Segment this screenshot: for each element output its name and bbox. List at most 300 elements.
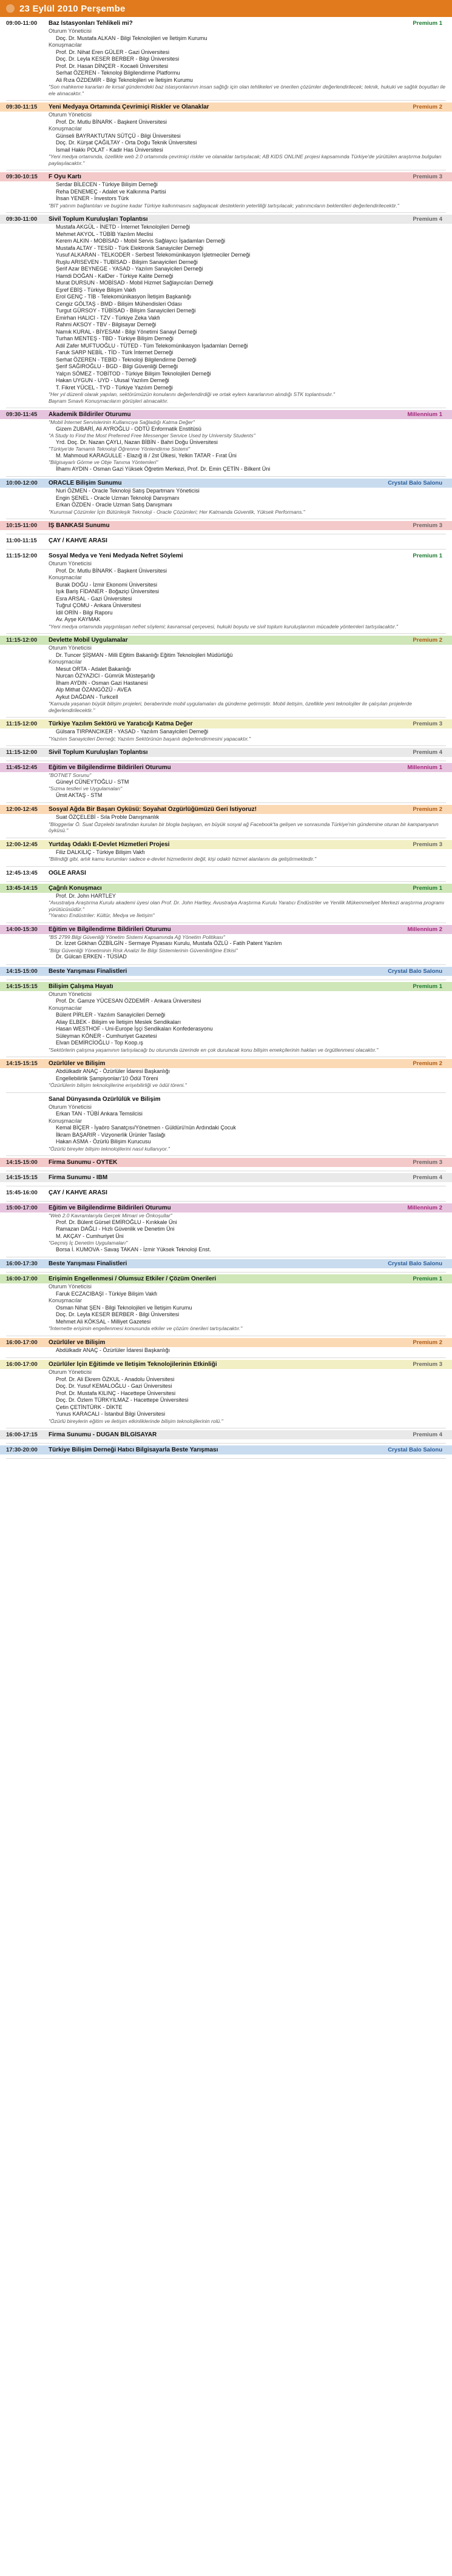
session-room: Premium 4: [413, 749, 442, 756]
session-block: [6, 761, 446, 803]
session-description: "Bilindiği gibi, artık kamu kurumları sadece e-devlet hizmetlerini değil, kişi odaklı hizmet alanlarını da geliştirmektedir.": [49, 856, 317, 862]
session-block: [6, 1093, 446, 1157]
session-header: [0, 967, 452, 976]
speaker-line: Yunus KARACALI - İstanbul Bilgi Üniversitesi: [56, 1411, 166, 1417]
session-body: [6, 645, 446, 713]
session-header: [0, 1095, 452, 1104]
session-block: [6, 1257, 446, 1273]
session-body: [6, 1068, 446, 1089]
speaker-line: Murat DURSUN - MOBİSAD - Mobil Hizmet Sağlayıcıları Derneği: [56, 280, 214, 286]
session-time: 16:00-17:00: [6, 1339, 38, 1346]
speaker-line: Prof. Dr. Mutlu BİNARK - Başkent Üniversitesi: [56, 118, 167, 125]
role-label: Konuşmacılar: [49, 1117, 83, 1124]
session-body: [6, 728, 446, 742]
session-room: Millennium 1: [407, 764, 442, 771]
session-title: Sosyal Medya ve Yeni Medyada Nefret Söylemi: [49, 553, 183, 559]
session-description: "Yazılım Sanayicileri Derneği; Yazılım Sektörünün başarılı değerlendirmesini yapacaktır.": [49, 735, 251, 742]
session-description: "BOTNET Sorunu": [49, 772, 92, 778]
session-block: [6, 1444, 446, 1459]
speaker-line: Faruk SARP NEBİL - TİD - Türk İnternet Derneği: [56, 349, 174, 355]
speaker-line: Nuri ÖZMEN - Oracle Teknoloji Satış Departmanı Yöneticisi: [56, 488, 200, 494]
session-list: [0, 17, 452, 1459]
session-description: "Bilgi Güvenliği Yönetiminin Risk Analizi İle Bilgi Sistemlerinin Güvenilirliğine Etkisi": [49, 947, 238, 953]
session-header: [0, 1188, 452, 1197]
session-description: "Avustralya Araştırma Kurulu akademi üyesi olan Prof. Dr. John Hartley, Avustralya Araştırma Kurulu Yaratıcı Endüstriler ve Yenilik Mükemmeliyet Merkezi araştırma programı yürütücüsüdür.": [49, 900, 445, 912]
session-block: [6, 923, 446, 965]
session-header: [0, 1430, 452, 1439]
session-time: 15:45-16:00: [6, 1189, 38, 1196]
session-room: Premium 1: [413, 553, 442, 559]
speaker-line: Namık KURAL - BİYESAM - Bilgi Yönetimi Sanayi Derneği: [56, 328, 197, 335]
session-title: İŞ BANKASI Sunumu: [49, 522, 110, 529]
speaker-line: Rahmi AKSOY - TBV - Bilgisayar Derneği: [56, 321, 157, 328]
session-title: Baz İstasyonları Tehlikeli mi?: [49, 20, 133, 27]
session-block: [6, 718, 446, 746]
role-label: Konuşmacılar: [49, 1004, 83, 1011]
session-block: [6, 213, 446, 408]
session-description: "Yeni medya ortamında, özellikle web 2.0 ortamında çevrimiçi riskler ve olanaklar tartışılacak; AB KIDS ONLINE projesi kapsamında Türkiye'de yürütülen araştırma bulguları paylaşılacaktır.": [49, 153, 442, 166]
session-block: [6, 634, 446, 718]
speaker-line: Gülsara TIRPANCIKER - YASAD - Yazılım Sanayicileri Derneği: [56, 728, 209, 735]
session-body: [6, 1347, 446, 1354]
role-label: Oturum Yöneticisi: [49, 28, 92, 34]
speaker-line: Dr. Tuncer ŞİŞMAN - Milli Eğitim Bakanlığı Eğitim Teknolojileri Müdürlüğü: [56, 651, 233, 658]
speaker-line: Mustafa ALTAY - TESİD - Türk Elektronik Sanayiciler Derneği: [56, 244, 204, 251]
session-description: "Özürlülerin bilişim teknolojilerine erişebilirliği ve ödül töreni.": [49, 1082, 187, 1088]
session-header: [0, 1259, 452, 1268]
session-title: Özürlüler ve Bilişim: [49, 1339, 106, 1346]
speaker-line: Adil Zafer MUFTUOĞLU - TÜTED - Tüm Telekomünikasyon İşadamları Derneği: [56, 342, 248, 349]
speaker-line: Alp Mithat ÖZANGÖZÜ - AVEA: [56, 687, 132, 693]
session-room: Millennium 2: [407, 1205, 442, 1211]
speaker-line: Mesut ORTA - Adalet Bakanlığı: [56, 665, 131, 672]
speaker-line: Prof. Dr. Hasan DİNÇER - Kocaeli Üniversitesi: [56, 62, 169, 69]
session-room: Crystal Balo Salonu: [388, 1260, 442, 1267]
session-time: 09:30-11:45: [6, 411, 38, 418]
session-room: Premium 2: [413, 1339, 442, 1346]
session-body: [6, 1369, 446, 1424]
speaker-line: Mehmet Ali KÖKSAL - Milliyet Gazetesi: [56, 1318, 151, 1325]
speaker-line: Prof. Dr. Gamze YÜCESAN ÖZDEMİR - Ankara Üniversitesi: [56, 998, 201, 1004]
session-description: "BS 2799 Bilgi Güvenliği Yönetim Sistemi Kapsamında Ağ Yönetim Politikası": [49, 933, 225, 940]
session-room: Millennium 1: [407, 411, 442, 418]
speaker-line: Tuğrul ÇOMU - Ankara Üniversitesi: [56, 602, 141, 608]
role-label: Oturum Yöneticisi: [49, 990, 92, 997]
session-title: Sivil Toplum Kuruluşları Toplantısı: [49, 216, 148, 223]
session-title: Türkiye Bilişim Derneği Hatıcı Bilgisayarla Beste Yarışması: [49, 1447, 218, 1453]
session-time: 14:15-15:15: [6, 1174, 38, 1181]
session-title: Erişimin Engellenmesi / Olumsuz Etkiler / Çözüm Önerileri: [49, 1276, 217, 1282]
session-title: Sivil Toplum Kuruluşları Toplantısı: [49, 749, 148, 756]
session-header: [0, 1274, 452, 1283]
role-label: Oturum Yöneticisi: [49, 1369, 92, 1375]
session-title: Özürlüler İçin Eğitimde ve İletişim Teknolojilerinin Etkinliği: [49, 1361, 217, 1368]
session-block: [6, 867, 446, 882]
session-description: Bayram Sınavlı Konuşmacıların görüşleri alınacaktır.: [49, 397, 169, 404]
session-room: Premium 2: [413, 806, 442, 813]
session-room: Premium 4: [413, 1431, 442, 1438]
session-header: [0, 1445, 452, 1454]
speaker-line: Erkan TAN - TÜBİ Ankara Temsilcisi: [56, 1111, 143, 1117]
session-room: Premium 1: [413, 1276, 442, 1282]
session-time: 14:15-15:00: [6, 967, 38, 975]
role-label: Oturum Yöneticisi: [49, 645, 92, 651]
session-body: [6, 772, 446, 799]
session-header: [0, 982, 452, 991]
speaker-line: Prof. Dr. Mustafa KILINÇ - Hacettepe Üniversitesi: [56, 1390, 176, 1396]
speaker-line: M. AKÇAY - Cumhuriyet Üni: [56, 1233, 124, 1239]
speaker-line: Nurcan ÖZYAZICI - Gümrük Müsteşarlığı: [56, 673, 155, 679]
session-room: Premium 3: [413, 721, 442, 727]
session-block: [6, 746, 446, 761]
session-title: Çağrılı Konuşmacı: [49, 884, 102, 892]
session-block: [6, 1428, 446, 1444]
speaker-line: Suat ÖZÇELEBİ - Sıla Proble Danışmanlık: [56, 814, 160, 820]
session-header: [0, 479, 452, 488]
session-room: Premium 3: [413, 1361, 442, 1368]
speaker-line: Prof. Dr. Ali Ekrem ÖZKUL - Anadolu Üniversitesi: [56, 1376, 175, 1382]
session-time: 11:45-12:45: [6, 764, 38, 771]
session-body: [6, 1212, 446, 1253]
speaker-line: Mustafa AKGÜL - İNETD - İnternet Teknolojileri Derneği: [56, 224, 191, 230]
speaker-line: İlhamı AYDIN - Osman Gazi Yüksek Öğretim Merkezi, Prof. Dr. Emin ÇETİN - Bilkent Üni: [56, 465, 271, 472]
session-time: 11:15-12:00: [6, 553, 38, 559]
session-description: "Web 2.0 Kavramlarıyla Gerçek Mimari ve Önkoşullar": [49, 1212, 172, 1219]
session-time: 13:45-14:15: [6, 884, 38, 892]
session-header: [0, 1158, 452, 1167]
session-title: Beste Yarışması Finalistleri: [49, 967, 127, 975]
session-body: [6, 849, 446, 863]
session-header: [0, 521, 452, 530]
speaker-line: M. Mahmoud KARAGULLE - Elazığ ili / 2st Ülkesi, Yelkin TATAR - Fırat Üni: [56, 452, 237, 459]
speaker-line: Serhat ÖZEREN - Teknoloji Bilgilendirme Platformu: [56, 70, 180, 76]
session-header: [0, 805, 452, 814]
session-block: [6, 1336, 446, 1359]
session-title: Devlette Mobil Uygulamalar: [49, 637, 128, 644]
session-title: Firma Sunumu - OYTEK: [49, 1159, 118, 1166]
session-header: [0, 869, 452, 878]
session-block: [6, 170, 446, 213]
session-block: [6, 838, 446, 867]
session-description: "Sektörlerin çalışma yaşamının tartışılacağı bu oturumda üzerinde en çok durulacak konu bilişim emekçilerinin hakları ve örgütlenmesi olacaktır.": [49, 1046, 379, 1053]
session-header: [0, 636, 452, 645]
session-room: Crystal Balo Salonu: [388, 1447, 442, 1453]
speaker-line: Hakan UYGUN - UYD - Ulusal Yazılım Derneği: [56, 377, 169, 383]
speaker-line: Turhan MENTEŞ - TBD - Türkiye Bilişim Derneği: [56, 335, 174, 341]
speaker-line: Hasan WESTHOF - Uni-Europe İşçi Sendikaları Konfederasyonu: [56, 1026, 213, 1032]
session-time: 11:00-11:15: [6, 537, 37, 544]
speaker-line: Abdülkadir ANAÇ - Özürlüler İdaresi Başkanlığı: [56, 1347, 170, 1353]
session-header: [0, 719, 452, 728]
speaker-line: Çetin ÇETİNTÜRK - DİKTE: [56, 1404, 123, 1410]
session-header: [0, 215, 452, 224]
speaker-line: Ruşlu ARISEVEN - TUBİSAD - Bilişim Sanayicileri Derneği: [56, 258, 198, 265]
session-header: [0, 19, 452, 28]
session-header: [0, 1173, 452, 1182]
speaker-line: Esra ARSAL - Gazi Üniversitesi: [56, 595, 132, 602]
session-room: Premium 2: [413, 1060, 442, 1067]
session-time: 12:45-13:45: [6, 869, 38, 876]
session-description: "A Study to Find the Most Preferred Free Messenger Service Used by University Students": [49, 432, 255, 439]
session-header: [0, 551, 452, 560]
session-time: 15:00-17:00: [6, 1205, 38, 1211]
speaker-line: Bülent PİRLER - Yazılım Sanayicileri Derneği: [56, 1012, 166, 1018]
session-title: Yeni Medyaya Ortamında Çevrimiçi Riskler ve Olanaklar: [49, 104, 209, 110]
session-room: Premium 3: [413, 522, 442, 529]
session-block: [6, 1171, 446, 1186]
session-title: Sanal Dünyasında Özürlülük ve Bilişim: [49, 1095, 161, 1103]
speaker-line: Kerem ALKIN - MOBİSAD - Mobil Servis Sağlayıcı İşadamları Derneği: [56, 238, 226, 244]
speaker-line: Ümit AKTAŞ - STM: [56, 792, 103, 798]
session-description: "Özürlü bireylerin eğitim ve iletişim etkinliklerinde bilişim teknolojilerinin rolü.": [49, 1417, 223, 1424]
speaker-line: Yalçın SÖMEZ - TOBİTOD - Türkiye Bilişim Teknolojileri Derneği: [56, 370, 211, 377]
session-block: [6, 1358, 446, 1428]
session-body: [6, 893, 446, 919]
session-time: 14:15-15:15: [6, 1060, 38, 1067]
session-body: [6, 560, 446, 630]
session-description: "Yaratıcı Endüstriler: Kültür, Medya ve İletişim": [49, 912, 155, 918]
session-title: Bilişim Çalışma Hayatı: [49, 983, 113, 990]
session-block: [6, 408, 446, 477]
session-body: [6, 934, 446, 961]
speaker-line: İlkram BAŞARIR - Vizyonerlik Ürünler Taslağı: [56, 1131, 166, 1138]
speaker-line: Emirhan HALICI - TZV - Türkiye Zeka Vakfı: [56, 314, 161, 321]
session-header: [0, 763, 452, 772]
speaker-line: T. Fikret YÜCEL - TYD - Türkiye Yazılım Derneği: [56, 384, 173, 391]
day-title: 23 Eylül 2010 Perşembe: [19, 3, 126, 14]
speaker-line: Engin ŞENEL - Oracle Uzman Teknoloji Danışmanı: [56, 494, 180, 501]
speaker-line: Reha DENEMEÇ - Adalet ve Kalkınma Partisi: [56, 188, 166, 195]
session-description: "Geçmiş İç Denetim Uygulamaları": [49, 1240, 128, 1246]
speaker-line: Faruk ECZACIBAŞI - Türkiye Bilişim Vakfı: [56, 1290, 158, 1297]
session-room: Premium 3: [413, 173, 442, 180]
session-time: 17:30-20:00: [6, 1447, 38, 1453]
session-header: [0, 103, 452, 112]
session-description: "Her yıl düzenli olarak yapılan, sektörümüzün konularını değerlendirdiği ve ortak eylem kararlarının alındığı STK toplantısıdır.": [49, 391, 336, 397]
session-title: ORACLE Bilişim Sunumu: [49, 480, 122, 486]
session-room: Premium 2: [413, 637, 442, 644]
speaker-line: Prof. Dr. John HARTLEY: [56, 892, 116, 899]
session-header: [0, 1338, 452, 1347]
session-room: Premium 2: [413, 104, 442, 110]
session-block: [6, 882, 446, 923]
session-block: [6, 550, 446, 634]
session-block: [6, 534, 446, 550]
session-title: Eğitim ve Bilgilendirme Bildirileri Oturumu: [49, 764, 171, 771]
session-header: [0, 172, 452, 181]
speaker-line: Hamdi DOĞAN - KalDer - Türkiye Kalite Derneği: [56, 272, 174, 279]
session-body: [6, 419, 446, 472]
speaker-line: Filiz DALKILIÇ - Türkiye Bilişim Vakfı: [56, 849, 145, 855]
role-label: Konuşmacılar: [49, 659, 83, 665]
session-body: [6, 181, 446, 209]
session-block: [6, 1202, 446, 1257]
session-time: 16:00-17:30: [6, 1260, 38, 1267]
session-block: [6, 1057, 446, 1093]
session-block: [6, 17, 446, 101]
session-body: [6, 1104, 446, 1152]
session-description: "BİT yatırım bağlantıları ve bugüne kadar Türkiye kalkınmasını sağlayacak desteklerin yeterliliği tartışılacak; yatırımcıların beklentileri değerlendirilecektir.": [49, 202, 399, 209]
session-time: 09:30-11:00: [6, 216, 38, 223]
session-description: "Türkiye'de Tamamlı Teknoloji Öğrenme Yönlendirme Sistemi": [49, 446, 191, 452]
session-description: "Kamuda yaşanan büyük bilişim projeleri, beraberinde mobil uygulamaları da gündeme getirmiştir. Mobil iletişim, özellikle yeni teknolojiler ile çalışılan projelerde değerlendirilecektir.": [49, 701, 412, 713]
speaker-line: Prof. Dr. Mutlu BİNARK - Başkent Üniversitesi: [56, 567, 167, 574]
speaker-line: Eşref EBİŞ - Türkiye Bilişim Vakfı: [56, 286, 137, 293]
session-room: Crystal Balo Salonu: [388, 967, 442, 975]
session-description: "Son mahkeme kararları ile kırsal gündemdeki baz istasyonlarının insan sağlığı için olan tehlikeleri ve önerilen çözümler değerlendirilecek; teknik, hukuki ve sağlık boyutları ile ele alınacaktır.": [49, 84, 446, 96]
speaker-line: Mehmet AKYOL - TÜBİB Yazılım Meclisi: [56, 230, 153, 237]
session-body: [6, 814, 446, 834]
speaker-line: Osman Nihat ŞEN - Bilgi Teknolojileri ve İletişim Kurumu: [56, 1304, 192, 1311]
session-time: 09:30-10:15: [6, 173, 38, 180]
session-time: 16:00-17:00: [6, 1276, 38, 1282]
session-room: Premium 1: [413, 884, 442, 892]
speaker-line: Günseli BAYRAKTUTAN SÜTÇÜ - Bilgi Üniversitesi: [56, 132, 181, 139]
session-block: [6, 803, 446, 838]
session-time: 14:15-15:15: [6, 983, 38, 990]
session-room: Premium 3: [413, 1159, 442, 1166]
session-header: [0, 1059, 452, 1068]
session-description: "İnternette erişimin engellenmesi konusunda etkiler ve çözüm önerileri tartışılacaktır.": [49, 1325, 243, 1331]
session-title: F Oyu Kartı: [49, 173, 81, 180]
speaker-line: Güneyl CÜNEYTOĞLU - STM: [56, 778, 129, 785]
session-block: [6, 477, 446, 519]
session-header: [0, 536, 452, 545]
session-title: Beste Yarışması Finalistleri: [49, 1260, 127, 1267]
speaker-line: Prof. Dr. Nihat Eren GÜLER - Gazi Üniversitesi: [56, 49, 170, 55]
speaker-line: Kemal BİÇER - İyaöro Sanatçısı/Yönetmen - Güldürü'nün Ardındaki Çocuk: [56, 1125, 236, 1131]
speaker-line: Doç. Dr. Leyla KESER BERBER - Bilgi Üniversitesi: [56, 1311, 180, 1317]
speaker-line: İsmail Hakkı POLAT - Kadir Has Üniversitesi: [56, 146, 163, 153]
session-time: 16:00-17:00: [6, 1361, 38, 1368]
session-room: Crystal Balo Salonu: [388, 480, 442, 486]
session-block: [6, 1156, 446, 1171]
session-body: [6, 488, 446, 515]
session-body: [6, 991, 446, 1054]
session-header: [0, 925, 452, 934]
session-time: 09:00-11:00: [6, 20, 38, 27]
session-title: Eğitim ve Bilgilendirme Bildirileri Oturumu: [49, 926, 171, 933]
session-time: 10:00-12:00: [6, 480, 38, 486]
session-block: [6, 1273, 446, 1336]
session-title: ÇAY / KAHVE ARASI: [49, 1189, 107, 1196]
speaker-line: Prof. Dr. Bülent Gürsel EMİROĞLU - Kırıkkale Üni: [56, 1219, 177, 1225]
speaker-line: Erkan ÖZDEN - Oracle Uzman Satış Danışmanı: [56, 502, 173, 508]
session-title: Türkiye Yazılım Sektörü ve Yaratıcığı Katma Değer: [49, 721, 193, 727]
session-description: "Sızma testleri ve Uygulamaları": [49, 785, 123, 792]
session-title: Eğitim ve Bilgilendirme Bildirileri Oturumu: [49, 1205, 171, 1211]
speaker-line: Cengiz GÖLTAŞ - BMD - Bilişim Mühendisleri Odası: [56, 300, 182, 307]
session-room: Premium 1: [413, 20, 442, 27]
session-title: Yurtdaş Odaklı E-Devlet Hizmetleri Projesi: [49, 841, 170, 848]
speaker-line: İhsan YENER - İnvestors Türk: [56, 195, 129, 201]
speaker-line: İdil ORİN - Bilgi Raporu: [56, 609, 113, 616]
header-bullet-icon: [6, 4, 15, 13]
session-block: [6, 101, 446, 170]
speaker-line: Dr. Gülcan ERKEN - TÜSİAD: [56, 953, 127, 960]
session-header: [0, 1203, 452, 1212]
role-label: Konuşmacılar: [49, 574, 83, 580]
speaker-line: Av. Ayşe KAYMAK: [56, 616, 101, 622]
session-description: "Bilgisayarlı Görme ve Obje Tanıma Yöntemleri": [49, 459, 158, 465]
session-body: [6, 28, 446, 96]
session-header: [0, 410, 452, 419]
session-header: [0, 840, 452, 849]
speaker-line: Abdülkadir ANAÇ - Özürlüler İdaresi Başkanlığı: [56, 1068, 170, 1074]
session-block: [6, 980, 446, 1058]
speaker-line: Gizem ZUBARİ, Ali AYROĞLU - ODTÜ Enformatik Enstitüsü: [56, 425, 201, 432]
role-label: Konuşmacılar: [49, 126, 83, 132]
session-header: [0, 748, 452, 757]
session-time: 09:30-11:15: [6, 104, 38, 110]
speaker-line: Şerif Azar BEYNEGE - YASAD - Yazılım Sanayicileri Derneği: [56, 266, 203, 272]
speaker-line: Engellebilirlik Şampiyonları'10 Ödül Töreni: [56, 1075, 158, 1081]
role-label: Oturum Yöneticisi: [49, 1283, 92, 1290]
session-body: [6, 112, 446, 166]
speaker-line: Turgut GÜRSOY - TÜBİSAD - Bilişim Sanayicileri Derneği: [56, 308, 196, 314]
session-block: [6, 965, 446, 980]
speaker-line: Borsa İ. KUMOVA - Savaş TAKAN - İzmir Yüksek Teknoloji Enst.: [56, 1246, 211, 1253]
session-title: Özürlüler ve Bilişim: [49, 1060, 106, 1067]
session-title: ÇAY / KAHVE ARASI: [49, 537, 107, 544]
role-label: Konuşmacılar: [49, 1297, 83, 1303]
session-room: Premium 4: [413, 216, 442, 223]
session-time: 11:15-12:00: [6, 721, 38, 727]
speaker-line: Serhat ÖZEREN - TEBİD - Teknoloji Bilgilendirme Derneği: [56, 356, 197, 363]
speaker-line: Doç. Dr. Kürşat ÇAĞILTAY - Orta Doğu Teknik Üniversitesi: [56, 140, 197, 146]
speaker-line: Aliay ELBEK - Bilişim ve İletişim Meslek Sendikaları: [56, 1018, 181, 1025]
session-room: Millennium 2: [407, 926, 442, 933]
speaker-line: Aykut DAĞDAN - Turkcell: [56, 693, 118, 700]
session-title: Sosyal Ağda Bir Başarı Öyküsü: Soyahat Özgürlüğümüzü Geri İstiyoruz!: [49, 806, 257, 813]
session-time: 11:15-12:00: [6, 749, 38, 756]
speaker-line: Süleyman KÖNER - Cumhuriyet Gazetesi: [56, 1032, 157, 1039]
speaker-line: Doç. Dr. Leyla KESER BERBER - Bilgi Üniversitesi: [56, 56, 180, 62]
speaker-line: Yusuf ALKARAN - TELKODER - Serbest Telekomünikasyon İşletmeciler Derneği: [56, 252, 251, 258]
speaker-line: Işık Bariş FİDANER - Boğaziçi Üniversitesi: [56, 588, 160, 594]
speaker-line: Hakan ASMA - Özürlü Bilişim Kurucusu: [56, 1138, 151, 1145]
session-description: "Mobil İnternet Servislerinin Kullanıcıya Sağladığı Katma Değer": [49, 419, 195, 425]
speaker-line: Yrd. Doç. Dr. Nazan ÇAYLI, Nazan BİBİN - Bahri Doğu Üniversitesi: [56, 439, 218, 445]
session-description: "Özürlü bireyler bilişim teknolojilerini nasıl kullanıyor.": [49, 1145, 170, 1152]
speaker-line: Doç. Dr. Özlem TÜRKYILMAZ - Hacettepe Üniversitesi: [56, 1397, 189, 1403]
speaker-line: Ramazan DAĞLI - Hızlı Güvenlik ve Denetim Üni: [56, 1226, 175, 1232]
session-room: Premium 4: [413, 1174, 442, 1181]
session-title: Akademik Bildiriler Oturumu: [49, 411, 131, 418]
session-time: 16:00-17:15: [6, 1431, 38, 1438]
speaker-line: Elvan DEMİRCİOĞLU - Top Koop.ış: [56, 1040, 143, 1046]
speaker-line: Doç. Dr. Mustafa ALKAN - Bilgi Teknolojileri ve İletişim Kurumu: [56, 35, 207, 41]
session-block: [6, 1186, 446, 1202]
speaker-line: Şerif SAĞIROĞLU - BGD - Bilgi Güvenliği Derneği: [56, 363, 178, 369]
session-header: [0, 1360, 452, 1369]
session-body: [6, 1283, 446, 1332]
role-label: Konuşmacılar: [49, 42, 83, 48]
session-time: 12:00-12:45: [6, 841, 38, 848]
speaker-line: Doç. Dr. Yusuf KEMALOĞLU - Gazi Üniversitesi: [56, 1383, 172, 1389]
session-description: "Bloggerlar Ö. Suat Özçelebi tarafından kurulan bir blogla başlayan, en büyük sosyal ağ Facebook'ta gelişen ve sonrasında Türkiye'nin gündemine oturan bir kampanyanın öyküsü.": [49, 821, 439, 833]
session-title: Firma Sunumu - DUGAN BİLGİSAYAR: [49, 1431, 157, 1438]
session-time: 10:15-11:00: [6, 522, 38, 529]
session-block: [6, 519, 446, 534]
session-room: Premium 1: [413, 983, 442, 990]
session-time: 14:00-15:30: [6, 926, 38, 933]
speaker-line: Erol GENÇ - TİB - Telekomünikasyon İletişim Başkanlığı: [56, 294, 192, 300]
day-header: [0, 0, 452, 17]
session-title: Firma Sunumu - IBM: [49, 1174, 108, 1181]
session-title: ÖĞLE ARASI: [49, 869, 86, 876]
role-label: Oturum Yöneticisi: [49, 1103, 92, 1110]
